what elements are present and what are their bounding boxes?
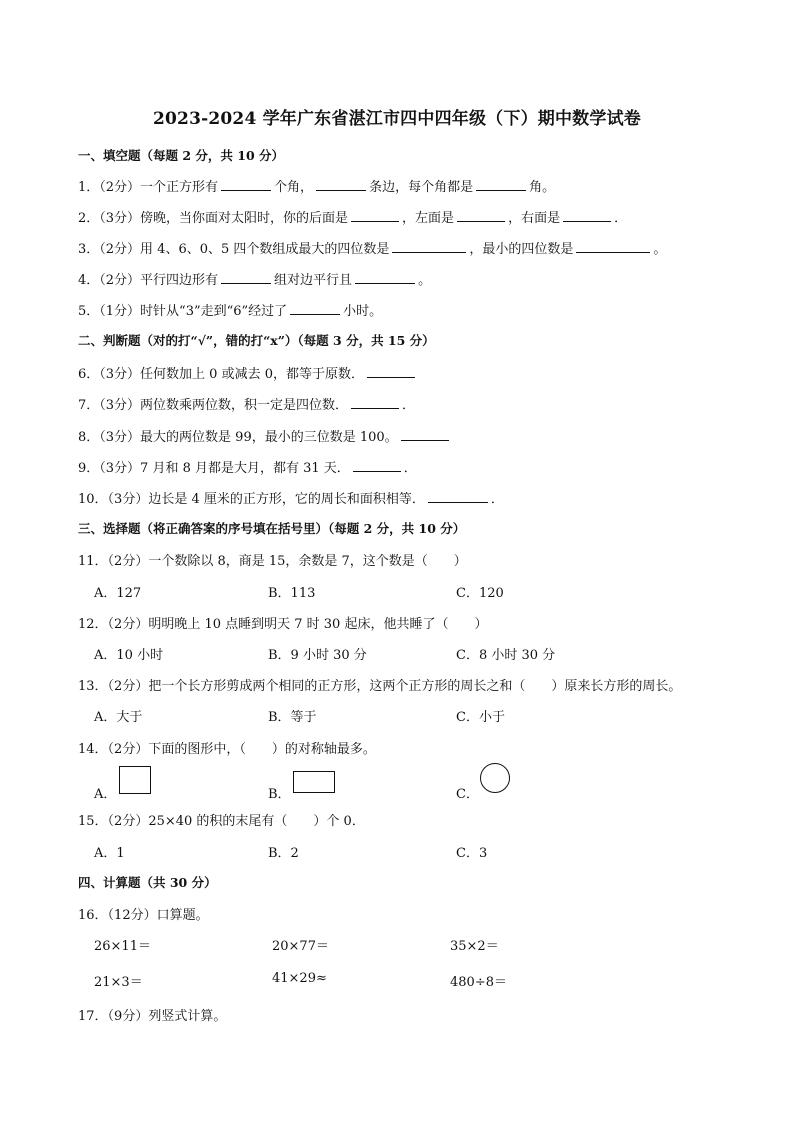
answer-blank[interactable] (221, 271, 271, 284)
answer-blank[interactable] (351, 209, 399, 222)
question-3: 3．（2分）用 4、6、0、5 四个数组成最大的四位数是 ，最小的四位数是 。 (78, 242, 667, 257)
question-4: 4．（2分）平行四边形有 组对边平行且 。 (78, 273, 432, 288)
answer-blank[interactable] (428, 490, 488, 503)
option-a[interactable]: A．127 (94, 586, 142, 601)
answer-blank[interactable] (290, 302, 340, 315)
question-14: 14．（2分）下面的图形中，（ ）的对称轴最多。 (78, 742, 376, 757)
option-b[interactable]: B．2 (268, 846, 299, 861)
option-b[interactable]: B．9 小时 30 分 (268, 648, 367, 663)
question-16: 16．（12分）口算题。 (78, 908, 209, 923)
section-heading-fill-blank: 一、填空题（每题 2 分，共 10 分） (78, 148, 285, 163)
option-a[interactable]: A．10 小时 (94, 648, 164, 663)
option-c[interactable]: C．3 (456, 846, 488, 861)
section-heading-calculation: 四、计算题（共 30 分） (78, 875, 217, 890)
answer-blank[interactable] (316, 178, 366, 191)
question-2: 2．（3分）傍晚，当你面对太阳时，你的后面是 ，左面是 ，右面是 ． (78, 211, 628, 226)
mental-calc-item: 35×2＝ (450, 939, 499, 954)
question-1: 1．（2分）一个正方形有 个角， 条边，每个角都是 角。 (78, 180, 556, 195)
option-c[interactable]: C．8 小时 30 分 (456, 648, 556, 663)
page-title: 2023-2024 学年广东省湛江市四中四年级（下）期中数学试卷 (152, 109, 641, 129)
question-17: 17．（9分）列竖式计算。 (78, 1009, 227, 1024)
option-a[interactable]: A．1 (94, 846, 125, 861)
option-c[interactable]: C．120 (456, 586, 504, 601)
option-a[interactable]: A． (94, 787, 117, 802)
question-7: 7．（3分）两位数乘两位数，积一定是四位数． ． (78, 398, 416, 413)
answer-blank[interactable] (392, 240, 466, 253)
option-b[interactable]: B． (268, 787, 291, 802)
question-15: 15．（2分）25×40 的积的末尾有（ ）个 0． (78, 814, 365, 829)
mental-calc-item: 480÷8＝ (450, 975, 507, 990)
option-a[interactable]: A．大于 (94, 710, 143, 725)
section-heading-true-false: 二、判断题（对的打“√”，错的打“x”）（每题 3 分，共 15 分） (78, 333, 435, 348)
answer-blank[interactable] (476, 178, 526, 191)
question-10: 10．（3分）边长是 4 厘米的正方形，它的周长和面积相等． ． (78, 492, 504, 507)
mental-calc-item: 41×29≈ (272, 971, 327, 986)
answer-blank[interactable] (351, 396, 399, 409)
answer-blank[interactable] (457, 209, 505, 222)
question-12: 12．（2分）明明晚上 10 点睡到明天 7 时 30 起床，他共睡了（ ） (78, 617, 488, 632)
option-b[interactable]: B．等于 (268, 710, 317, 725)
question-5: 5．（1分）时针从“3”走到“6”经过了 小时。 (78, 304, 383, 319)
section-heading-multiple-choice: 三、选择题（将正确答案的序号填在括号里）（每题 2 分，共 10 分） (78, 521, 466, 536)
option-b[interactable]: B．113 (268, 586, 316, 601)
question-13: 13．（2分）把一个长方形剪成两个相同的正方形，这两个正方形的周长之和（ ）原来长方形的周长。 (78, 679, 682, 694)
answer-blank[interactable] (563, 209, 611, 222)
answer-blank[interactable] (576, 240, 650, 253)
mental-calc-item: 21×3＝ (94, 975, 143, 990)
square-shape (119, 766, 151, 794)
question-11: 11．（2分）一个数除以 8，商是 15，余数是 7，这个数是（ ） (78, 554, 467, 569)
question-9: 9．（3分）7 月和 8 月都是大月，都有 31 天． ． (78, 461, 417, 476)
answer-blank[interactable] (353, 459, 401, 472)
answer-blank[interactable] (221, 178, 271, 191)
option-c[interactable]: C． (456, 787, 479, 802)
answer-blank[interactable] (355, 271, 415, 284)
answer-blank[interactable] (401, 428, 449, 441)
question-8: 8．（3分）最大的两位数是 99，最小的三位数是 100。 (78, 426, 452, 445)
mental-calc-item: 26×11＝ (94, 939, 151, 954)
mental-calc-item: 20×77＝ (272, 939, 329, 954)
circle-shape (480, 763, 510, 793)
answer-blank[interactable] (367, 365, 415, 378)
rectangle-shape (293, 771, 335, 793)
question-6: 6．（3分）任何数加上 0 或减去 0，都等于原数． (78, 363, 418, 382)
option-c[interactable]: C．小于 (456, 710, 505, 725)
